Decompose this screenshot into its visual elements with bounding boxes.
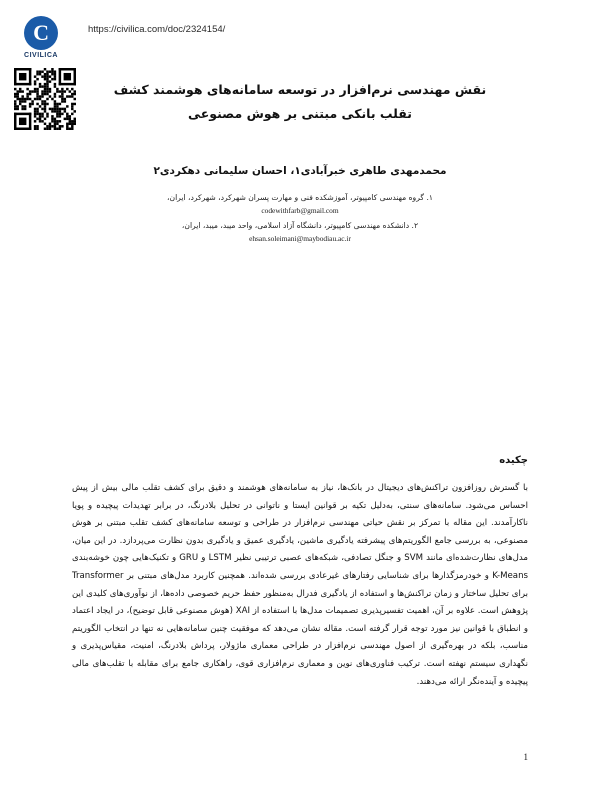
affiliation-text: ۱. گروه مهندسی کامپیوتر، آموزشکده فنی و مهارت پسران شهرکرد، شهرکرد، ایران، xyxy=(167,193,433,202)
qr-code-icon xyxy=(14,68,76,130)
affiliations xyxy=(0,192,600,249)
affiliation-text: ۲. دانشکده مهندسی کامپیوتر، دانشگاه آزاد اسلامی، واحد میبد، میبد، ایران، xyxy=(181,221,419,231)
abstract-heading: چکیده xyxy=(499,455,528,466)
affiliation-email[interactable]: ehsan.soleimani@maybodiau.ac.ir xyxy=(249,233,351,243)
page-header xyxy=(0,10,600,62)
logo-wordmark: CIVILICA xyxy=(24,51,58,59)
logo-mark-icon: C xyxy=(24,16,58,50)
page-number: 1 xyxy=(523,752,528,762)
affiliation-item xyxy=(0,192,600,216)
authors-line: محمدمهدی طاهری خبرآبادی۱، احسان سلیمانی دهکردی۲ xyxy=(153,165,447,177)
abstract-body: با گسترش روزافزون تراکنش‌های دیجیتال در بانک‌ها، نیاز به سامانه‌های هوشمند و دقیق برای کشف تقلب مالی بیش از پیش احساس می‌شود. سامانه‌های سنتی، به‌دلیل تکیه بر قوانین ایستا و ناتوانی در تحلیل بلادرنگ، در برابر تهدیدات پیچیده و پویا ناکارآمدند. این مقاله با تمرکز بر نقش حیاتی مهندسی نرم‌افزار در طراحی و توسعه سامانه‌های کشف تقلب مبتنی بر هوش مصنوعی، به بررسی جامع الگوریتم‌های پیشرفته یادگیری ماشین، یادگیری عمیق و یادگیری بدون نظارت می‌پردازد. در این میان، مدل‌های نظارت‌شده‌ای مانند SVM و جنگل تصادفی، شبکه‌های عصبی ترتیبی نظیر LSTM و GRU و تکنیک‌هایی چون خوشه‌بندی K-Means و خودرمزگذارها برای شناسایی رفتارهای غیرعادی بررسی شده‌اند. همچنین کاربرد مدل‌های مبتنی بر Transformer برای تحلیل ساختار و زمان تراکنش‌ها و استفاده از یادگیری فدرال به‌منظور حفظ حریم خصوصی داده‌ها، از نوآوری‌های کلیدی این پژوهش است. علاوه بر آن، اهمیت تفسیرپذیری تصمیمات مدل‌ها با استفاده از XAI (هوش مصنوعی قابل توضیح)، در ایجاد اعتماد و انطباق با قوانین نیز مورد توجه قرار گرفته است. مقاله نشان می‌دهد که موفقیت چنین سامانه‌هایی نه تنها در انتخاب الگوریتم مناسب، بلکه در بهره‌گیری از اصول مهندسی نرم‌افزار در طراحی معماری ماژولار، پرداش بلادرنگ، امنیت، مقیاس‌پذیری و نگهداری سیستم نهفته است. ترکیب فناوری‌های نوین و معماری نرم‌افزاری قوی، راهکاری جامع برای مقابله با تقلب‌های مالی پیچیده و آینده‌نگر ارائه می‌دهند. xyxy=(72,483,528,687)
civilica-logo xyxy=(18,14,64,60)
affiliation-item xyxy=(0,220,600,244)
document-url[interactable]: https://civilica.com/doc/2324154/ xyxy=(88,24,226,35)
affiliation-email[interactable]: codewithfarb@gmail.com xyxy=(261,205,339,215)
page-title: نقش مهندسی نرم‌افزار در توسعه سامانه‌های هوشمند کشف تقلب بانکی مبتنی بر هوش مصنوعی xyxy=(113,82,487,121)
